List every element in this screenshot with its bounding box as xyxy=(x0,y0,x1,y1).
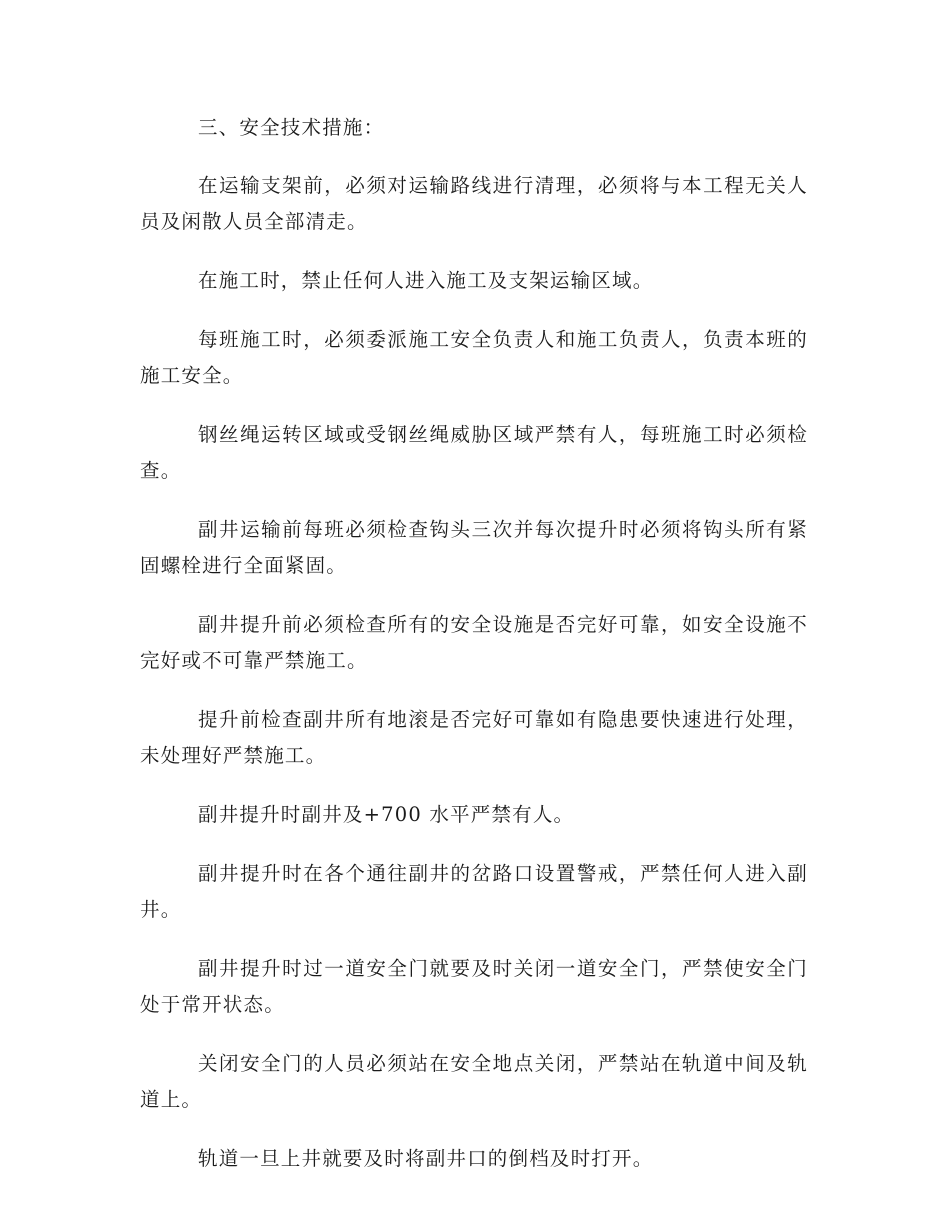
paragraph-6: 副井提升前必须检查所有的安全设施是否完好可靠，如安全设施不完好或不可靠严禁施工。 xyxy=(140,613,808,672)
paragraph-9: 副井提升时在各个通往副井的岔路口设置警戒，严禁任何人进入副井。 xyxy=(140,862,808,921)
paragraph-8: 副井提升时副井及+700 水平严禁有人。 xyxy=(198,803,575,826)
paragraph-10: 副井提升时过一道安全门就要及时关闭一道安全门，严禁使安全门处于常开状态。 xyxy=(140,957,808,1016)
section-heading: 三、安全技术措施： xyxy=(198,116,385,139)
paragraph-12: 轨道一旦上井就要及时将副井口的倒档及时打开。 xyxy=(198,1147,654,1170)
paragraph-3: 每班施工时，必须委派施工安全负责人和施工负责人，负责本班的施工安全。 xyxy=(140,328,808,387)
paragraph-5: 副井运输前每班必须检查钩头三次并每次提升时必须将钩头所有紧固螺栓进行全面紧固。 xyxy=(140,518,808,577)
paragraph-1: 在运输支架前，必须对运输路线进行清理，必须将与本工程无关人员及闲散人员全部清走。 xyxy=(140,174,808,233)
paragraph-2: 在施工时，禁止任何人进入施工及支架运输区域。 xyxy=(198,269,654,292)
document-body xyxy=(140,110,808,1200)
paragraph-11: 关闭安全门的人员必须站在安全地点关闭，严禁站在轨道中间及轨道上。 xyxy=(140,1052,808,1111)
paragraph-7: 提升前检查副井所有地滚是否完好可靠如有隐患要快速进行处理，未处理好严禁施工。 xyxy=(140,708,808,767)
paragraph-4: 钢丝绳运转区域或受钢丝绳威胁区域严禁有人，每班施工时必须检查。 xyxy=(140,423,808,482)
